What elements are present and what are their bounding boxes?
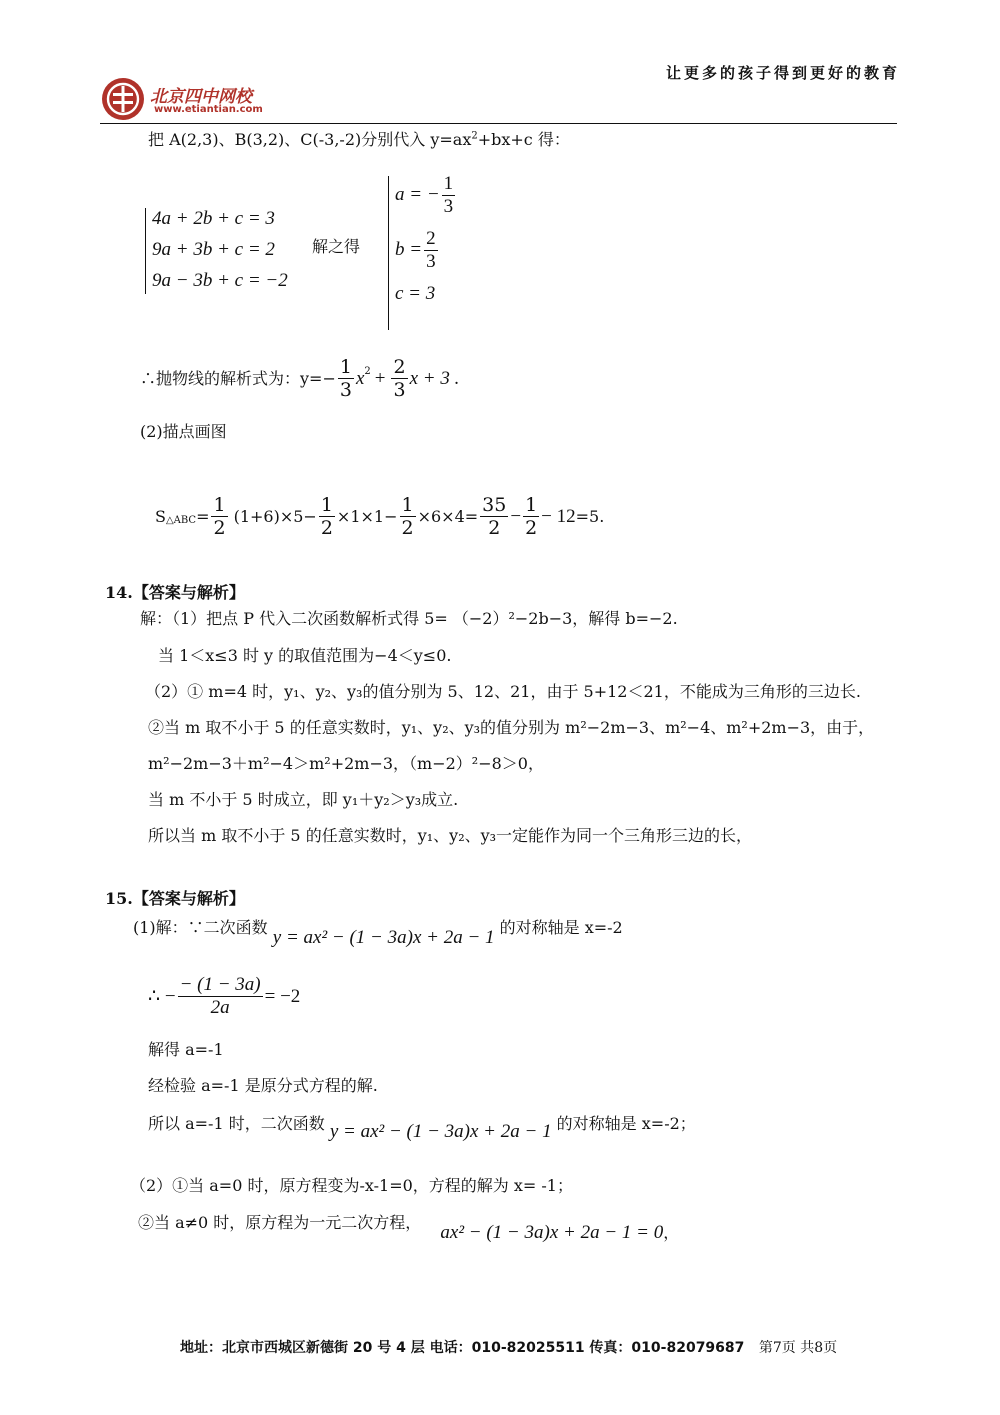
solution-a: a = − $\frac{1}{3}$ (395, 173, 454, 217)
logo-icon (100, 76, 146, 122)
problem14-line: 所以当 m 取不小于 5 的任意实数时，y₁、y₂、y₃一定能作为同一个三角形三边的长， (148, 826, 753, 845)
problem14-line: ②当 m 取不小于 5 的任意实数时，y₁、y₂、y₃的值分别为 m²−2m−3、m²−4、m²+2m−3，由于， (148, 718, 875, 737)
problem14-line: m²−2m−3＋m²−4＞m²+2m−3，（m−2）²−8＞0， (148, 754, 544, 773)
system-eq-1: 4a + 2b + c = 3 (152, 208, 275, 229)
problem15-line1: (1)解：∵二次函数 y = ax² − (1 − 3a)x + 2a − 1 的对称轴是 x=-2 (133, 918, 623, 948)
system-brace (145, 208, 146, 294)
logo-text: 北京四中网校 (150, 87, 252, 107)
part2-case-nonzero: ②当 a≠0 时，原方程为一元二次方程， ax² − (1 − 3a)x + 2a − 1 = 0， (138, 1213, 680, 1243)
substitution-line: 把 A(2,3)、B(3,2)、C(-3,-2)分别代入 $y=ax^2+bx+c$ 得： (148, 130, 570, 149)
problem14-line: 当 m 不小于 5 时成立，即 y₁＋y₂＞y₃成立. (148, 790, 459, 809)
problem14-line: 当 1＜x≤3 时 y 的取值范围为−4＜y≤0. (158, 646, 452, 665)
problem14-line: 解：（1）把点 P 代入二次函数解析式得 5= （−2）²−2b−3，解得 b=−2. (140, 609, 678, 628)
symmetry-equation: ∴ − $\frac{- (1 - 3a)}{2a}$ = −2 (148, 974, 301, 1018)
system-eq-2: 9a + 3b + c = 2 (152, 239, 275, 260)
header-rule (100, 123, 897, 124)
footer-address: 地址：北京市西城区新德街 20 号 4 层 电话：010-82025511 传真：010-82079687 (180, 1340, 745, 1356)
logo-url: www.etiantian.com (154, 104, 263, 115)
part2-label: (2)描点画图 (140, 422, 227, 441)
problem15-heading: 15.【答案与解析】 (105, 889, 245, 908)
header (100, 62, 900, 124)
area-formula: S △ABC = $\frac{1}{2}$ (1+6)×5− $\frac{1}{2}$ ×1×1− $\frac{1}{2}$ ×6×4= $\frac{35}{2}$ − $\frac{1}{2}$ − 12 =5. (155, 494, 605, 539)
conclusion-line: 所以 a=-1 时，二次函数 y = ax² − (1 − 3a)x + 2a − 1 的对称轴是 x=-2； (148, 1114, 696, 1142)
problem14-heading: 14.【答案与解析】 (105, 583, 245, 602)
system-eq-3: 9a − 3b + c = −2 (152, 270, 288, 291)
header-slogan: 让更多的孩子得到更好的教育 (665, 64, 900, 82)
problem14-line: （2）① m=4 时，y₁、y₂、y₃的值分别为 5、12、21，由于 5+12＜21，不能成为三角形的三边长. (145, 682, 861, 701)
footer (180, 1337, 837, 1357)
parabola-line: ∴抛物线的解析式为：y=− $\frac{1}{3}$ x 2 + $\frac{2}{3}$ x + 3 . (140, 356, 460, 401)
part2-case-zero: （2）①当 a=0 时，原方程变为-x-1=0，方程的解为 x= -1； (130, 1176, 573, 1195)
solve-a: 解得 a=-1 (148, 1040, 224, 1059)
check-a: 经检验 a=-1 是原分式方程的解. (148, 1076, 378, 1095)
solution-brace (388, 176, 389, 330)
solve-word: 解之得 (312, 237, 361, 256)
solution-b: b = $\frac{2}{3}$ (395, 228, 436, 272)
solution-c: c = 3 (395, 283, 436, 304)
footer-page: 第7页 共8页 (758, 1340, 838, 1356)
